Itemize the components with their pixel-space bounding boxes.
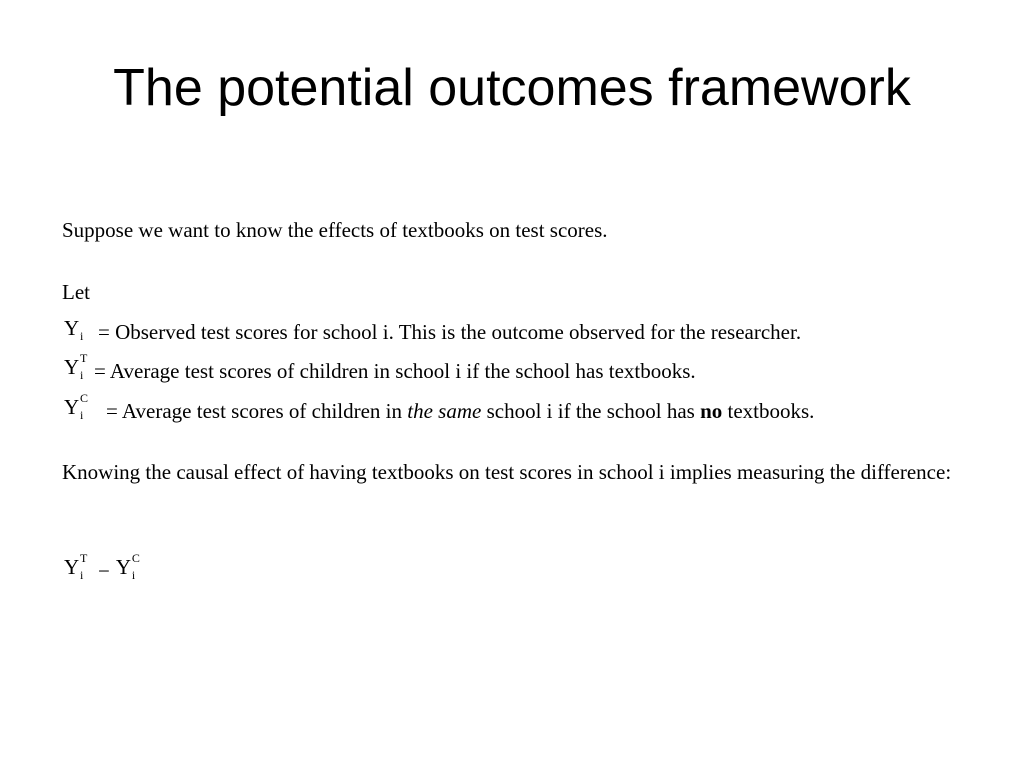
intro-text: Suppose we want to know the effects of textbooks on test scores. — [62, 218, 608, 242]
slide-title: The potential outcomes framework — [113, 59, 911, 117]
symbol-base: Y — [64, 355, 80, 379]
symbol-yit — [64, 351, 94, 382]
symbol-subscript: i — [80, 568, 84, 582]
definition-yic-emphasis: the same — [407, 399, 482, 423]
definition-yic-text-middle: school i if the school has — [481, 399, 701, 423]
symbol-yi — [64, 316, 98, 343]
symbol-base: Y — [64, 395, 80, 419]
symbol-subscript: i — [80, 368, 84, 382]
symbol-superscript: T — [80, 551, 88, 565]
symbol-subscript: i — [131, 568, 136, 582]
symbol-superscript: C — [80, 391, 89, 405]
definition-yic-text-after: textbooks. — [722, 399, 815, 423]
symbol-superscript: C — [131, 551, 140, 565]
definition-yic-text-before: = Average test scores of children in — [106, 399, 408, 423]
definition-yit-text: = Average test scores of children in school i if the school has textbooks. — [94, 359, 696, 383]
definition-yi — [64, 318, 801, 343]
definition-yic — [64, 391, 815, 423]
symbol-base: Y — [64, 555, 80, 579]
symbol-subscript: i — [80, 408, 84, 422]
definition-yic-bold: no — [700, 399, 723, 423]
symbol-yit-left — [64, 551, 98, 582]
definition-yit — [64, 351, 696, 383]
symbol-yic-right — [115, 551, 150, 582]
minus-operator: − — [98, 559, 110, 583]
symbol-yic — [64, 391, 106, 422]
symbol-superscript: T — [80, 351, 88, 365]
difference-formula — [64, 551, 150, 583]
let-text: Let — [62, 280, 90, 304]
definition-yi-text: = Observed test scores for school i. This is the outcome observed for the researcher. — [98, 320, 802, 344]
symbol-subscript: i — [80, 329, 84, 343]
symbol-base: Y — [64, 316, 80, 340]
causal-effect-text: Knowing the causal effect of having textbooks on test scores in school i implies measuring the difference: — [62, 460, 952, 484]
symbol-base: Y — [115, 555, 132, 579]
